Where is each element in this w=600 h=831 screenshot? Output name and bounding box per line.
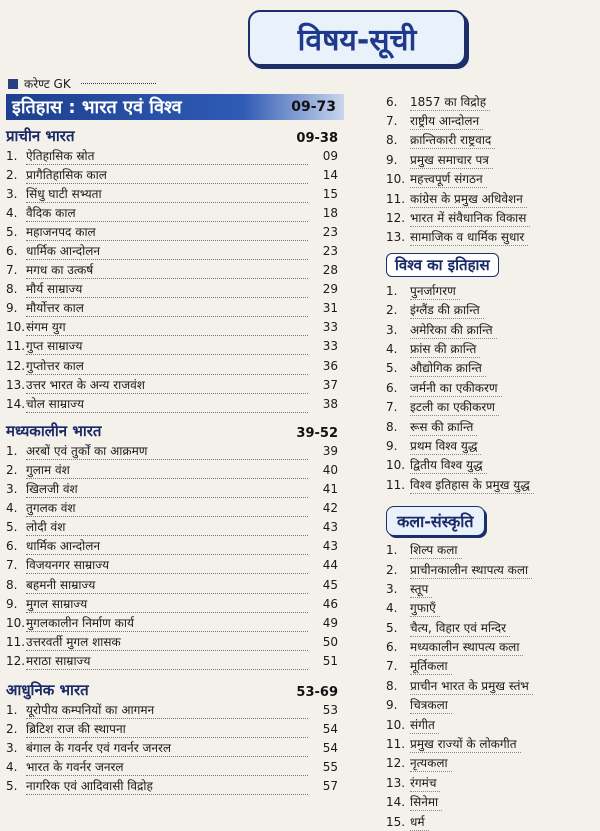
toc-row [6,222,344,241]
toc-row [6,146,344,165]
item-title: रंगमंच [410,774,440,792]
item-page: 33 [322,339,338,354]
item-number: 1. [386,543,398,558]
item-number: 12. [6,358,26,373]
item-title: नागरिक एवं आदिवासी विद्रोह [26,777,308,795]
item-page: 18 [322,205,338,220]
item-title: प्रमुख राज्यों के लोकगीत [410,735,521,753]
item-title: खिलजी वंश [26,480,308,498]
toc-row [386,599,592,618]
item-number: 2. [386,303,398,318]
item-page: 39 [322,443,338,458]
toc-row [6,537,344,556]
item-title: विजयनगर साम्राज्य [26,556,308,574]
toc-row [6,318,344,337]
item-number: 3. [386,581,398,596]
item-title: मुगल साम्राज्य [26,595,308,613]
item-title: संगम युग [26,318,308,336]
culture-list [386,540,592,831]
item-title: रूस की क्रान्ति [410,418,477,436]
toc-row [386,378,592,397]
item-title: मौर्योत्तर काल [26,299,308,317]
item-title: चोल साम्राज्य [26,395,308,413]
toc-row [6,261,344,280]
toc-row [6,518,344,537]
item-page: 57 [322,779,338,794]
item-number: 8. [386,133,398,148]
item-title: मराठा साम्राज्य [26,652,308,670]
item-title: महत्त्वपूर्ण संगठन [410,170,487,188]
item-page: 40 [322,462,338,477]
section-modern-header [6,680,344,700]
item-title: मगध का उत्कर्ष [26,261,308,279]
item-number: 7. [386,659,398,674]
item-title: चित्रकला [410,696,452,714]
item-number: 14. [386,795,406,810]
item-number: 9. [6,596,18,611]
item-title: औद्योगिक क्रान्ति [410,359,486,377]
toc-row [386,560,592,579]
item-number: 10. [386,172,406,187]
item-title: मूर्तिकला [410,657,452,675]
section-culture-header: कला-संस्कृति [386,506,485,536]
item-number: 13. [386,230,406,245]
toc-row [386,456,592,475]
item-number: 6. [386,94,398,109]
item-title: लोदी वंश [26,518,308,536]
item-page: 46 [322,596,338,611]
item-page: 23 [322,224,338,239]
ancient-list [6,146,344,413]
toc-row [6,356,344,375]
toc-row [386,657,592,676]
toc-row [6,613,344,632]
item-page: 43 [322,520,338,535]
item-number: 11. [386,477,406,492]
item-title: इटली का एकीकरण [410,398,499,416]
toc-row [386,417,592,436]
toc-row [386,131,592,150]
toc-row [386,540,592,559]
item-number: 8. [6,282,18,297]
item-number: 1. [386,283,398,298]
toc-row [386,475,592,494]
item-title: धार्मिक आन्दोलन [26,537,308,555]
toc-row [386,170,592,189]
item-title: उत्तर भारत के अन्य राजवंश [26,376,308,394]
world-list [386,281,592,494]
item-page: 44 [322,558,338,573]
item-number: 4. [386,341,398,356]
toc-row [386,359,592,378]
toc-row [386,579,592,598]
item-number: 9. [386,698,398,713]
toc-row [6,280,344,299]
header-tag-label: करेण्ट GK [24,77,71,91]
item-number: 13. [6,377,26,392]
toc-row [6,375,344,394]
toc-row [6,441,344,460]
toc-row [386,189,592,208]
item-number: 9. [386,152,398,167]
item-title: राष्ट्रीय आन्दोलन [410,112,483,130]
item-number: 5. [386,620,398,635]
left-column [6,94,344,796]
item-number: 3. [6,186,18,201]
item-number: 2. [6,722,18,737]
item-page: 54 [322,722,338,737]
item-number: 5. [6,224,18,239]
item-title: द्वितीय विश्व युद्ध [410,456,487,474]
item-title: कांग्रेस के प्रमुख अधिवेशन [410,190,527,208]
item-title: प्रथम विश्व युद्ध [410,437,481,455]
toc-row [6,700,344,719]
item-title: बंगाल के गवर्नर एवं गवर्नर जनरल [26,739,308,757]
item-title: चैत्य, विहार एवं मन्दिर [410,619,510,637]
item-number: 7. [6,263,18,278]
toc-row [6,758,344,777]
item-number: 12. [6,653,26,668]
toc-row [6,575,344,594]
dotted-divider [81,83,156,84]
page-title: विषय-सूची [248,10,466,66]
item-page: 54 [322,741,338,756]
item-title: अमेरिका की क्रान्ति [410,321,497,339]
toc-row [386,301,592,320]
toc-row [386,715,592,734]
main-section-pages: 09-73 [291,99,336,115]
item-title: क्रान्तिकारी राष्ट्रवाद [410,131,495,149]
item-page: 38 [322,396,338,411]
item-title: जर्मनी का एकीकरण [410,379,502,397]
section-ancient-header [6,126,344,146]
item-title: महाजनपद काल [26,223,308,241]
item-number: 9. [386,438,398,453]
item-number: 7. [386,114,398,129]
item-number: 4. [386,601,398,616]
item-page: 15 [322,186,338,201]
item-page: 29 [322,282,338,297]
toc-row [6,651,344,670]
right-column [386,92,592,831]
item-page: 51 [322,653,338,668]
toc-row [386,92,592,111]
item-number: 12. [386,211,406,226]
toc-row [6,594,344,613]
item-title: तुगलक वंश [26,499,308,517]
toc-row [386,397,592,416]
toc-row [6,499,344,518]
item-number: 3. [6,741,18,756]
item-number: 8. [386,419,398,434]
toc-row [386,637,592,656]
item-title: सिंधु घाटी सभ्यता [26,185,308,203]
main-section-title: इतिहास : भारत एवं विश्व [12,97,182,118]
item-title: भारत में संवैधानिक विकास [410,209,530,227]
item-page: 28 [322,263,338,278]
toc-row [386,150,592,169]
toc-row [386,208,592,227]
toc-row [6,632,344,651]
toc-row [386,793,592,812]
item-number: 2. [6,462,18,477]
section-title: प्राचीन भारत [6,127,75,145]
item-title: शिल्प कला [410,541,462,559]
section-world-header: विश्व का इतिहास [386,253,499,277]
item-number: 5. [6,520,18,535]
item-number: 10. [386,717,406,732]
square-bullet-icon [8,79,18,89]
toc-row [6,241,344,260]
header-tag [8,75,156,92]
item-title: स्तूप [410,580,432,598]
item-page: 31 [322,301,338,316]
item-number: 2. [6,167,18,182]
item-page: 45 [322,577,338,592]
item-number: 14. [6,396,26,411]
toc-row [6,394,344,413]
item-number: 15. [386,814,406,829]
item-title: वैदिक काल [26,204,308,222]
item-title: उत्तरवर्ती मुगल शासक [26,633,308,651]
item-title: प्राचीनकालीन स्थापत्य कला [410,561,532,579]
item-number: 8. [386,678,398,693]
item-number: 11. [386,737,406,752]
item-title: गुलाम वंश [26,461,308,479]
item-page: 23 [322,244,338,259]
item-page: 41 [322,482,338,497]
toc-row [386,676,592,695]
item-number: 2. [386,562,398,577]
section-pages: 39-52 [296,426,338,442]
item-number: 6. [386,640,398,655]
item-number: 12. [386,756,406,771]
toc-row [386,111,592,130]
toc-row [386,281,592,300]
toc-row [6,739,344,758]
item-page: 37 [322,377,338,392]
item-page: 43 [322,539,338,554]
toc-row [6,777,344,796]
item-title: भारत के गवर्नर जनरल [26,758,308,776]
item-title: प्रागैतिहासिक काल [26,166,308,184]
toc-row [6,165,344,184]
toc-row [6,720,344,739]
item-page: 09 [322,148,338,163]
section-title: आधुनिक भारत [6,681,89,700]
item-page: 49 [322,615,338,630]
item-page: 55 [322,760,338,775]
item-number: 4. [6,501,18,516]
item-title: गुफाएँ [410,599,440,617]
toc-row [6,460,344,479]
toc-row [386,618,592,637]
item-number: 8. [6,577,18,592]
item-title: धार्मिक आन्दोलन [26,242,308,260]
item-title: फ्रांस की क्रान्ति [410,340,480,358]
item-title: मध्यकालीन स्थापत्य कला [410,638,523,656]
toc-row [386,812,592,831]
toc-row [386,754,592,773]
main-section-header [6,94,344,120]
section-title: मध्यकालीन भारत [6,422,102,441]
item-number: 6. [386,380,398,395]
item-title: प्राचीन भारत के प्रमुख स्तंभ [410,677,533,695]
toc-row [386,734,592,753]
item-page: 14 [322,167,338,182]
item-number: 3. [6,482,18,497]
item-number: 4. [6,205,18,220]
item-title: सामाजिक व धार्मिक सुधार [410,228,528,246]
item-title: विश्व इतिहास के प्रमुख युद्ध [410,476,534,494]
item-title: धर्म [410,813,429,831]
item-title: नृत्यकला [410,754,452,772]
item-title: ऐतिहासिक स्रोत [26,147,308,165]
medieval-list [6,441,344,670]
item-title: मौर्य साम्राज्य [26,280,308,298]
toc-row [6,203,344,222]
modern-continued-list [386,92,592,247]
toc-row [6,299,344,318]
item-title: 1857 का विद्रोह [410,93,490,111]
item-number: 7. [6,558,18,573]
toc-row [6,184,344,203]
item-number: 11. [6,634,26,649]
item-number: 5. [386,361,398,376]
item-number: 13. [386,775,406,790]
toc-row [6,337,344,356]
item-title: बहमनी साम्राज्य [26,576,308,594]
item-page: 36 [322,358,338,373]
section-pages: 09-38 [296,131,338,146]
item-number: 1. [6,443,18,458]
toc-row [386,773,592,792]
item-number: 5. [6,779,18,794]
item-page: 42 [322,501,338,516]
item-number: 7. [386,400,398,415]
item-title: गुप्तोत्तर काल [26,357,308,375]
item-page: 33 [322,320,338,335]
item-number: 4. [6,760,18,775]
toc-row [386,320,592,339]
item-title: पुनर्जागरण [410,282,460,300]
toc-row [386,339,592,358]
item-number: 1. [6,702,18,717]
item-number: 6. [6,539,18,554]
item-title: संगीत [410,716,439,734]
toc-row [386,696,592,715]
modern-list [6,700,344,795]
toc-row [386,228,592,247]
item-number: 9. [6,301,18,316]
item-number: 11. [386,191,406,206]
item-number: 3. [386,322,398,337]
item-number: 10. [386,458,406,473]
item-title: गुप्त साम्राज्य [26,337,308,355]
item-page: 50 [322,634,338,649]
item-title: इंग्लैंड की क्रान्ति [410,301,484,319]
item-title: अरबों एवं तुर्कों का आक्रमण [26,442,308,460]
item-title: प्रमुख समाचार पत्र [410,151,493,169]
item-number: 11. [6,339,26,354]
item-page: 53 [322,702,338,717]
section-pages: 53-69 [296,685,338,701]
item-number: 10. [6,615,26,630]
item-title: सिनेमा [410,793,442,811]
toc-row [6,480,344,499]
item-title: ब्रिटिश राज की स्थापना [26,720,308,738]
toc-row [386,436,592,455]
toc-row [6,556,344,575]
item-number: 1. [6,148,18,163]
item-number: 10. [6,320,26,335]
section-medieval-header [6,421,344,441]
item-number: 6. [6,244,18,259]
item-title: मुगलकालीन निर्माण कार्य [26,614,308,632]
item-title: यूरोपीय कम्पनियों का आगमन [26,701,308,719]
